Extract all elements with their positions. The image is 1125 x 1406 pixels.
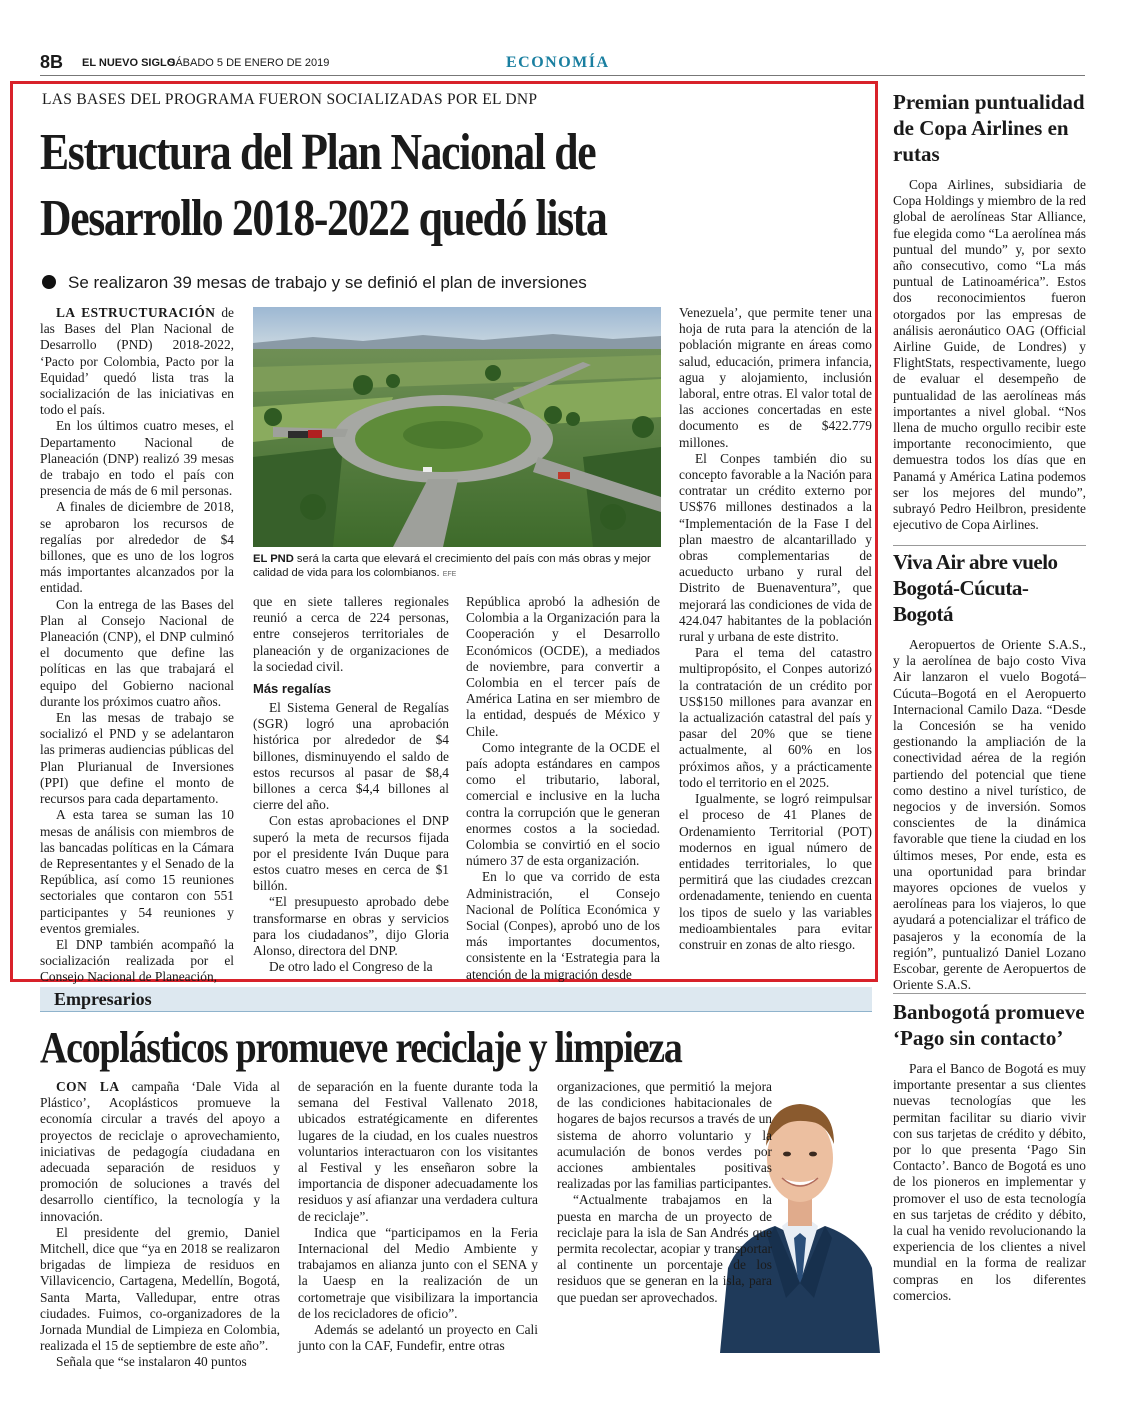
paragraph: En lo que va corrido de esta Administración, el Consejo Nacional de Política Económica y Social (Conpes), aprobó uno de los más importantes documentos, consistente en la ‘Estrategia para la atención de la migración desde [466,869,660,982]
sidebar-divider [893,545,1086,546]
title-line-1: Estructura del Plan Nacional de [40,124,596,181]
section-band-label: Empresarios [54,989,152,1009]
paragraph: A esta tarea se suman las 10 mesas de análisis con miembros de las bancadas políticas en la Cámara de Representantes y el Senado de la República, así como 15 reuniones sectoriales que contaron con 551 participantes y 54 reuniones y eventos gremiales. [40,807,234,936]
lead-in: CON LA [56,1079,120,1094]
article-column-4 [679,305,872,953]
bottom-column-2 [298,1079,538,1354]
sidebar-divider [893,993,1086,994]
paragraph: Venezuela’, que permite tener una hoja de ruta para la atención de la población migrante en áreas como salud, educación, primera infancia, agua y alojamiento, inclusión laboral, entre otras. El valor total de las acciones concertadas en este documento es de $422.779 millones. [679,305,872,450]
sidebar-body: Para el Banco de Bogotá es muy importante presentar a sus clientes nuevas tecnologías que les permitan facilitar su diario vivir con sus tarjetas de crédito y débito, por lo que presenta ‘Pago Sin Contacto’. Banco de Bogotá es uno de los pioneros en implementar y promover el uso de esta tecnología en sus tarjetas de crédito y débito, la cual ha venido revolucionando la experiencia de los clientes a nivel mundial en la forma de realizar compras en los diferentes comercios. [893,1061,1086,1303]
paragraph: Para el tema del catastro multipropósito, el Conpes autorizó la contratación de un crédito por US$150 millones para avanzar en la actualización catastral del país y pasar del 20% que se tiene actualmente, al 60% en los próximos años, y a prácticamente todo el territorio en el 2025. [679,645,872,790]
bottom-column-1 [40,1079,280,1371]
section-label: ECONOMÍA [506,54,610,71]
paragraph: “Actualmente trabajamos en la puesta en marcha de un proyecto de reciclaje para la isla de San Andrés que permita recolectar, acopiar y transportar al continente un porcentaje de los residuos que se generan en la isla, para que puedan ser aprovechados. [557,1192,772,1305]
paragraph: organizaciones, que permitió la mejora de las condiciones habitacionales de hogares de bajos recursos a través de un sistema de ahorro voluntario y la acumulación de bonos verdes por acciones ambientales positivas realizadas por las familias participantes. [557,1079,772,1192]
page-number: 8B [40,52,64,72]
paragraph: que en siete talleres regionales reunió a cerca de 224 personas, entre consejeros territoriales de planeación y de organizaciones de la sociedad civil. [253,594,449,674]
paragraph: Indica que “participamos en la Feria Internacional del Medio Ambiente y trabajamos en alianza junto con el SENA y la Uaesp en la realización de un cortometraje que visibilizara la importancia de los recicladores de oficio”. [298,1224,538,1321]
roundabout-aerial-photo [253,307,661,547]
article-photo [253,307,661,547]
header-rule [40,75,1085,76]
photo-caption [253,552,663,582]
sidebar-article-viva-air [893,549,1086,999]
sidebar-body: Copa Airlines, subsidiaria de Copa Holdings y miembro de la red global de aerolíneas Star Alliance, fue elegida como “La aerolínea más puntual del mundo” y, por sexto año consecutivo, como “La más puntual de Latinoamérica”. Estos dos reconocimientos fueron otorgados por las empresas de análisis aeronáutico OAG (Official Airline Guide, de Londres) y FlightStats, respectivamente, luego de evaluar el desempeño de puntualidad de las aerolíneas más importantes a nivel global. “Nos llena de mucho orgullo recibir este importante reconocimiento, que demuestra todos los días que en Panamá y América Latina podemos ser los mejores del mundo”, subrayó Pedro Heilbron, presidente ejecutivo de Copa Airlines. [893,177,1086,533]
paragraph: Señala que “se instalaron 40 puntos [56,1354,247,1370]
paragraph: LA ESTRUCTURACIÓN de las Bases del Plan Nacional de Desarrollo (PND) 2018-2022, ‘Pacto por Colombia, Pacto por la Equidad’ quedó lista tras la socialización de las iniciativas en todo el país. [40,305,234,418]
bottom-article-title: Acoplásticos promueve reciclaje y limpieza [40,1023,682,1072]
sidebar-article-banbogota [893,999,1086,1304]
bullet-icon [42,275,56,289]
sidebar [893,89,1086,1304]
paragraph: El DNP también acompañó la socialización realizada por el Consejo Nacional de Planeación, [40,936,234,985]
paragraph: Con estas aprobaciones el DNP superó la meta de recursos fijada por el presidente Iván Duque para estos cuatro meses en cerca de $1 billón. [253,813,449,894]
caption-text: será la carta que elevará el crecimiento del país con más obras y mejor calidad de vida para los colombianos. [253,553,651,579]
sidebar-body: Aeropuertos de Oriente S.A.S., y la aerolínea de bajo costo Viva Air lanzaron el vuelo Bogotá–Cúcuta–Bogotá en el Aeropuerto Internacional Camilo Daza. “Desde la Concesión se ha venido gestionando la ampliación de la conectividad aérea de la región partiendo del potencial que tiene como destino a nivel turístico, de negocios y de inversión. Somos conscientes de la dinámica favorable que tiene la ciudad en los últimos meses, Por ende, esta es una oportunidad para brindar mayores opciones de vuelos y aerolíneas para los viajeros, lo que ayudará a potencializar el tráfico de pasajeros y la economía de la región”, puntualizó Daniel Lozano Escobar, gerente de Aeropuertos de Oriente S.A.S. [893,637,1086,993]
page-header [40,52,1085,76]
subheading: Más regalías [253,681,332,697]
paragraph: Además se adelantó un proyecto en Cali junto con la CAF, Fundefir, entre otras [298,1322,538,1354]
paragraph: Como integrante de la OCDE el país adopta estándares en campos como el tributario, laboral, comercial e inclusive en la lucha contra la corrupción que le generan enormes costos a la sociedad. Colombia se convirtió en el socio número 37 de esta organización. [466,739,660,869]
photo-credit: EFE [442,571,457,578]
article-column-1 [40,305,234,986]
article-column-3 [466,594,660,983]
paragraph: República aprobó la adhesión de Colombia a la Organización para la Cooperación y el Desarrollo Económicos (OCDE), a mediados de noviembre, para convertir a Colombia en el tercer país de América Latina en ser miembro de la entidad, después de México y Chile. [466,594,660,739]
section-band [40,987,872,1012]
caption-lead: EL PND [253,553,294,565]
paragraph: En las mesas de trabajo se socializó el PND y se adelantaron las primeras audiencias públicas del Plan Plurianual de Inversiones (PPI) que define el monto de recursos para cada departamento. [40,710,234,807]
paragraph: CON LA campaña ‘Dale Vida al Plástico’, Acoplásticos promueve la economía circular a través del apoyo a proyectos de reciclaje o aprovechamiento, iniciativas de pedagogía ciudadana en adecuada separación de residuos y promoción de soluciones a través del desarrollo científico, la tecnología y la innovación. [40,1079,280,1224]
paragraph: de separación en la fuente durante toda la semana del Festival Vallenato 2018, ubicados estratégicamente en diferentes lugares de la ciudad, en los cuales nuestros voluntarios interactuaron con los visitantes al Festival y les enseñaron sobre la importancia de disponer adecuadamente los residuos y así afianzar una verdadera cultura de reciclaje”. [298,1079,538,1224]
paragraph: El Sistema General de Regalías (SGR) logró una aprobación histórica por alrededor de $4 billones, disminuyendo el saldo de estos recursos al pasar de $8,4 billones a cerca $4,4 billones al cierre del año. [253,700,449,813]
paragraph: De otro lado el Congreso de la [269,959,433,975]
paragraph: El presidente del gremio, Daniel Mitchell, dice que “ya en 2018 se realizaron brigadas de limpieza de residuos en Villavicencio, Cartagena, Medellín, Bogotá, Santa Marta, Valledupar, entre otras ciudades. Fuimos, co-organizadores de la Jornada Mundial de Limpieza en Colombia, realizada el 15 de septiembre de este año”. [40,1224,280,1354]
paragraph: “El presupuesto aprobado debe transformarse en obras y servicios para los ciudadanos”, dijo Gloria Alonso, directora del DNP. [253,894,449,959]
paragraph: Igualmente, se logró reimpulsar el proceso de 41 Planes de Ordenamiento Territorial (POT) modernos en igual número de entidades territoriales, lo que permitirá que las ciudades crezcan ordenadamente, teniendo en cuenta los tipos de suelo y las variables medioambientales para evitar construir en zonas de alto riesgo. [679,791,872,952]
issue-date: SÁBADO 5 DE ENERO DE 2019 [168,57,330,69]
paper-name: EL NUEVO SIGLO [82,57,176,69]
article-subtitle [42,273,587,293]
sidebar-headline: Viva Air abre vuelo Bogotá-Cúcuta-Bogotá [893,550,1058,626]
sidebar-headline: Banbogotá promueve ‘Pago sin contacto’ [893,1000,1085,1050]
paragraph: En los últimos cuatro meses, el Departamento Nacional de Planeación (DNP) realizó 39 mesas de trabajo en todo el país con presencia de más de 6 mil personas. [40,418,234,499]
article-column-2 [253,594,449,975]
sidebar-headline: Premian puntualidad de Copa Airlines en rutas [893,90,1085,166]
subtitle-text: Se realizaron 39 mesas de trabajo y se definió el plan de inversiones [68,273,587,292]
sidebar-article-copa [893,89,1086,549]
lead-in: LA ESTRUCTURACIÓN [56,305,216,320]
paragraph: A finales de diciembre de 2018, se aprobaron los recursos de regalías por alrededor de $4 billones, que es uno de los logros más importantes alcanzados por la entidad. [40,499,234,596]
paragraph: El Conpes también dio su concepto favorable a la Nación para contratar un crédito externo por US$76 millones destinados a la “Implementación de la Fase I del plan maestro de alcantarillado y obras complementarias de acueducto urbano y rural del Distrito de Buenaventura”, que mejorará las condiciones de vida de 424.047 habitantes de la población rural y urbana de este distrito. [679,450,872,645]
article-kicker: LAS BASES DEL PROGRAMA FUERON SOCIALIZADAS POR EL DNP [42,91,538,108]
title-line-2: Desarrollo 2018-2022 quedó lista [40,190,607,247]
article-title [40,120,737,252]
bottom-column-3 [557,1079,772,1306]
paragraph: Con la entrega de las Bases del Plan al Consejo Nacional de Planeación (CNP), el DNP culminó el documento que define las políticas en las que trabajará el equipo del Gobierno nacional durante los próximos cuatro años. [40,596,234,709]
